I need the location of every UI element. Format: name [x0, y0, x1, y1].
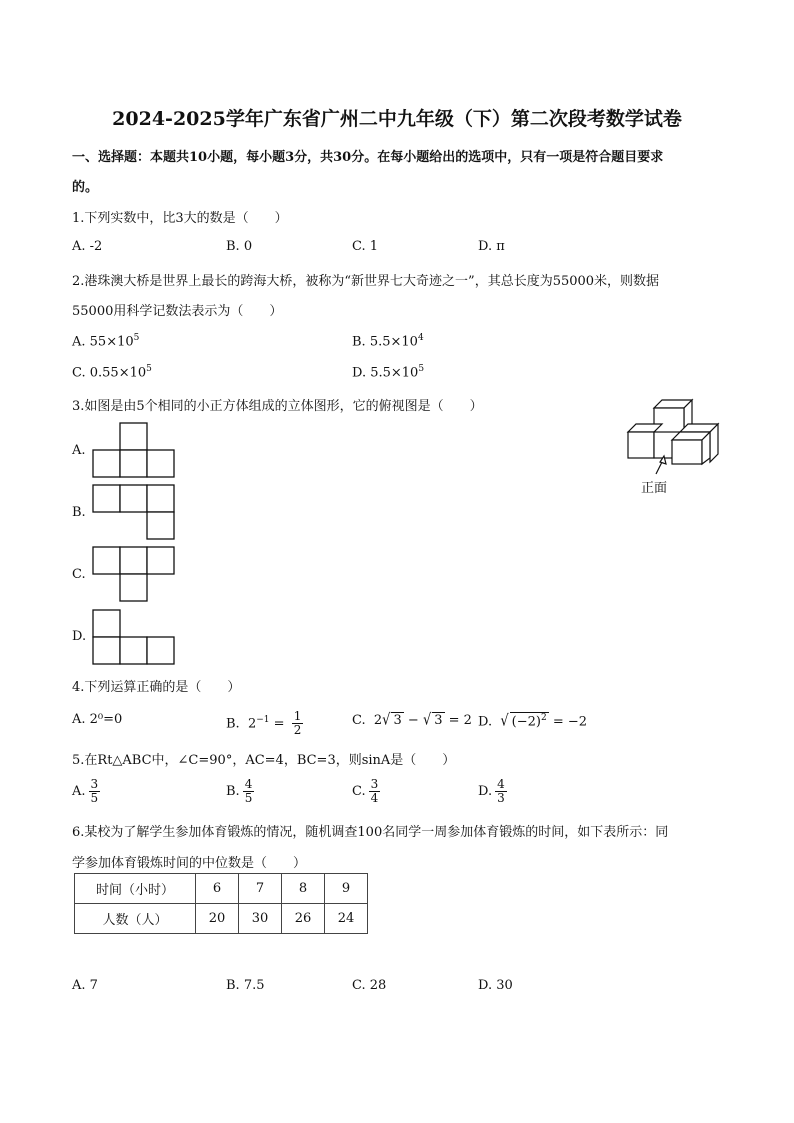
q2-option-a[interactable]: A. $55\times 10^5$ [72, 333, 140, 350]
q2-option-c[interactable]: C. $0.55\times 10^5$ [72, 364, 152, 381]
q5-option-a[interactable]: A. $\frac{3}{5}$ [72, 777, 99, 805]
q3-option-a-figure[interactable] [92, 422, 176, 479]
q1-option-c[interactable]: C. 1 [352, 239, 379, 254]
q6-stem-cont: 学参加体育锻炼时间的中位数是（ ） [72, 856, 307, 871]
q6-option-d[interactable]: D. 30 [478, 978, 513, 993]
section-heading: 一、选择题：本题共10小题，每小题3分，共30分。在每小题给出的选项中，只有一项是符合题目要求 [72, 150, 664, 165]
section-heading-cont: 的。 [72, 180, 99, 195]
q3-stem: 3.如图是由5个相同的小正方体组成的立体图形，它的俯视图是（ ） [72, 399, 483, 414]
q6-option-a[interactable]: A. 7 [72, 978, 98, 993]
q1-option-a[interactable]: A. -2 [72, 239, 103, 254]
q3-option-d-label[interactable]: D. [72, 629, 87, 644]
left-cube-front [628, 432, 654, 458]
table-cell: 8 [282, 874, 325, 904]
q5-stem: 5.在Rt△ABC中，∠C=90°，AC=4，BC=3，则sinA是（ ） [72, 753, 456, 768]
q6-option-c[interactable]: C. 28 [352, 978, 387, 993]
table-cell: 6 [196, 874, 239, 904]
q1-option-b[interactable]: B. 0 [226, 239, 253, 254]
table-cell: 20 [196, 904, 239, 934]
q4-option-b[interactable]: B. $2^{-1}$ = $\frac{1}{2}$ [226, 709, 302, 738]
table-cell: 30 [239, 904, 282, 934]
front-label: 正面 [641, 481, 668, 496]
table-cell: 9 [325, 874, 368, 904]
q3-option-c-label[interactable]: C. [72, 567, 86, 582]
q2-stem: 2.港珠澳大桥是世界上最长的跨海大桥，被称为“新世界七大奇迹之一”，其总长度为55000米，则数据 [72, 274, 660, 289]
q5-option-d[interactable]: D. $\frac{4}{3}$ [478, 777, 505, 805]
q5-option-b[interactable]: B. $\frac{4}{5}$ [226, 777, 253, 805]
table-cell: 26 [282, 904, 325, 934]
q6-data-table [74, 873, 368, 934]
q3-option-c-figure[interactable] [92, 546, 176, 603]
q5-option-c[interactable]: C. $\frac{3}{4}$ [352, 777, 379, 805]
table-cell: 24 [325, 904, 368, 934]
cube-figure [624, 396, 724, 496]
q1-stem: 1.下列实数中，比3大的数是（ ） [72, 211, 288, 226]
q3-option-a-label[interactable]: A. [72, 443, 86, 458]
q4-option-a[interactable]: A. 2⁰=0 [72, 712, 123, 727]
q4-stem: 4.下列运算正确的是（ ） [72, 680, 241, 695]
table-row [75, 874, 368, 904]
q3-option-d-figure[interactable] [92, 609, 176, 666]
q6-option-b[interactable]: B. 7.5 [226, 978, 265, 993]
q3-option-b-label[interactable]: B. [72, 505, 86, 520]
q3-option-b-figure[interactable] [92, 484, 176, 541]
table-row [75, 904, 368, 934]
q1-option-d[interactable]: D. π [478, 239, 505, 254]
front-cube-front [672, 440, 702, 464]
q2-option-b[interactable]: B. $5.5\times 10^4$ [352, 333, 424, 350]
table-header-cell: 时间（小时） [75, 874, 196, 904]
table-cell: 7 [239, 874, 282, 904]
q6-stem: 6.某校为了解学生参加体育锻炼的情况，随机调查100名同学一周参加体育锻炼的时间，如下表所示：同 [72, 825, 669, 840]
page-title: 2024-2025学年广东省广州二中九年级（下）第二次段考数学试卷 [112, 108, 682, 130]
q2-option-d[interactable]: D. $5.5\times 10^5$ [352, 364, 425, 381]
q4-option-c[interactable]: C. 2√ 3 − √ 3 = 2 [352, 711, 472, 730]
q2-stem-cont: 55000用科学记数法表示为（ ） [72, 304, 283, 319]
q4-option-d[interactable]: D. √ $(-2)^2 = -2$ [478, 712, 588, 731]
table-header-cell: 人数（人） [75, 904, 196, 934]
